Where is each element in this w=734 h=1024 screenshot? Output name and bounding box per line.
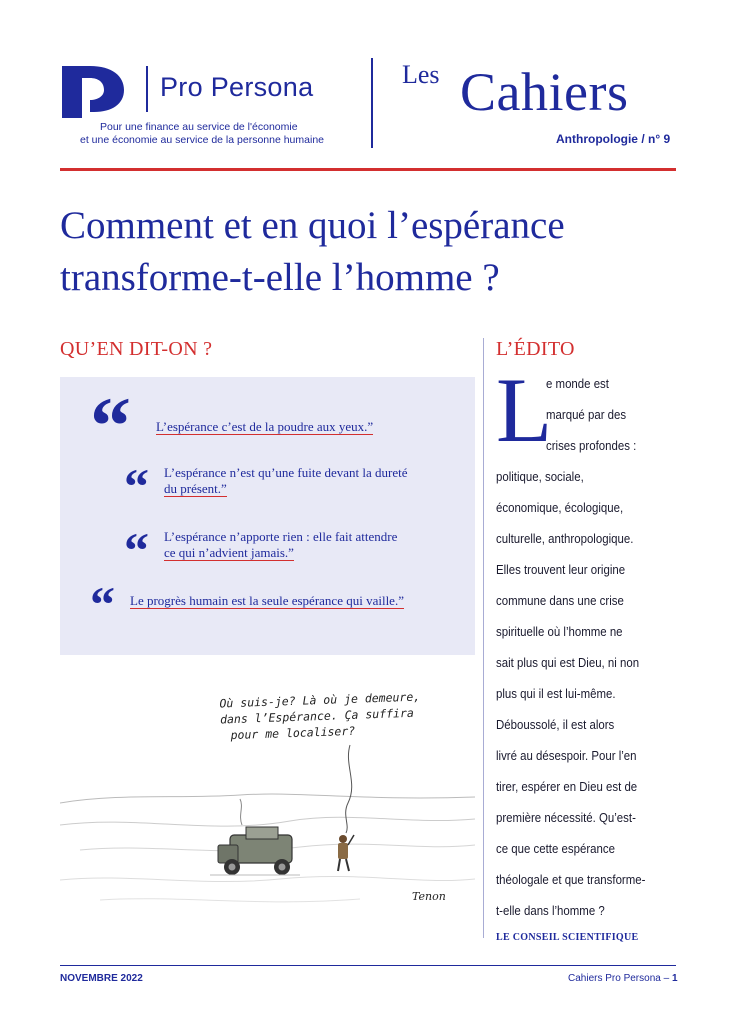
masthead-cahiers: Cahiers [460, 62, 629, 122]
quote-item [90, 380, 374, 471]
brand-divider [146, 66, 148, 112]
jeep-drawing [218, 799, 292, 875]
caption-line: dans l’Espérance. Ça suffira [219, 705, 415, 727]
section-heading-edito: L’ÉDITO [496, 338, 575, 360]
quote-mark-icon: “ [124, 522, 149, 578]
edito-line: sait plus qui est Dieu, ni non [496, 655, 640, 670]
edito-line: commune dans une crise [496, 593, 624, 608]
section-heading-quen-dit-on: QU’EN DIT-ON ? [60, 338, 213, 360]
edito-line: économique, écologique, [496, 500, 624, 515]
page-title [60, 200, 700, 304]
caption-line: Où suis-je? Là où je demeure, [219, 689, 421, 711]
edito-line: livré au désespoir. Pour l’en [496, 748, 637, 763]
footer-date: NOVEMBRE 2022 [60, 973, 143, 984]
quote-item [124, 458, 408, 514]
column-divider [483, 338, 484, 938]
brand-name: Pro Persona [160, 72, 314, 102]
edito-line: culturelle, anthropologique. [496, 531, 634, 546]
quote-text [164, 529, 397, 561]
quote-line: Le progrès humain est la seule espérance qui vaille.” [130, 593, 404, 608]
edito-line: Elles trouvent leur origine [496, 562, 626, 577]
edito-line: marqué par des [546, 407, 627, 422]
tagline-line: et une économie au service de la personne humaine [80, 134, 324, 146]
edito-line: tirer, espérer en Dieu est de [496, 779, 638, 794]
edito-line: politique, sociale, [496, 469, 584, 484]
quote-mark-icon: “ [124, 458, 149, 514]
quote-line: ce qui n’advient jamais.” [164, 545, 294, 560]
title-line: transforme-t-elle l’homme ? [60, 256, 500, 299]
edito-line: première nécessité. Qu’est- [496, 810, 636, 825]
quotes-box [60, 377, 475, 655]
edito-signature: LE CONSEIL SCIENTIFIQUE [496, 932, 639, 943]
edito-line: e monde est [546, 376, 609, 391]
tagline-line: Pour une finance au service de l'économie [100, 121, 298, 133]
page-number: 1 [671, 973, 678, 984]
edito-line: t-elle dans l’homme ? [496, 903, 605, 918]
caption-line: pour me localiser? [230, 723, 356, 743]
pro-persona-logo [60, 64, 128, 120]
edito-line: Déboussolé, il est alors [496, 717, 615, 732]
quote-mark-icon: “ [90, 380, 131, 471]
footer-rule [60, 965, 676, 966]
quote-line: L’espérance n’est qu’une fuite devant la dureté [164, 465, 408, 480]
series-label: Anthropologie / n° 9 [556, 132, 671, 146]
edito-line: ce que cette espérance [496, 841, 615, 856]
quote-text [130, 593, 404, 609]
title-line: Comment et en quoi l’espérance [60, 204, 565, 247]
quote-line: du présent.” [164, 481, 227, 496]
edito-line: théologale et que transforme- [496, 872, 646, 887]
edito-line: spirituelle où l’homme ne [496, 624, 623, 639]
footer-publication-name: Cahiers Pro Persona – [568, 973, 670, 984]
brand-tagline [80, 121, 324, 147]
cartoon-signature: Tenon [412, 890, 446, 903]
man-drawing [338, 835, 354, 871]
quote-mark-icon: “ [90, 576, 115, 632]
quote-item [124, 522, 398, 578]
quote-line: L’espérance c’est de la poudre aux yeux.” [156, 419, 374, 434]
cartoon-caption [219, 689, 421, 744]
masthead-les: Les [402, 60, 440, 89]
edito-line: crises profondes : [546, 438, 637, 453]
quote-line: L’espérance n’apporte rien : elle fait attendre [164, 529, 398, 544]
quote-text [156, 419, 373, 435]
edito-dropcap: L [496, 359, 553, 461]
quote-text [164, 465, 408, 497]
footer-publication [568, 973, 678, 984]
header-rule [60, 168, 676, 171]
header-divider [371, 58, 373, 148]
edito-line: plus qui il est lui-même. [496, 686, 616, 701]
quote-item [90, 576, 404, 632]
